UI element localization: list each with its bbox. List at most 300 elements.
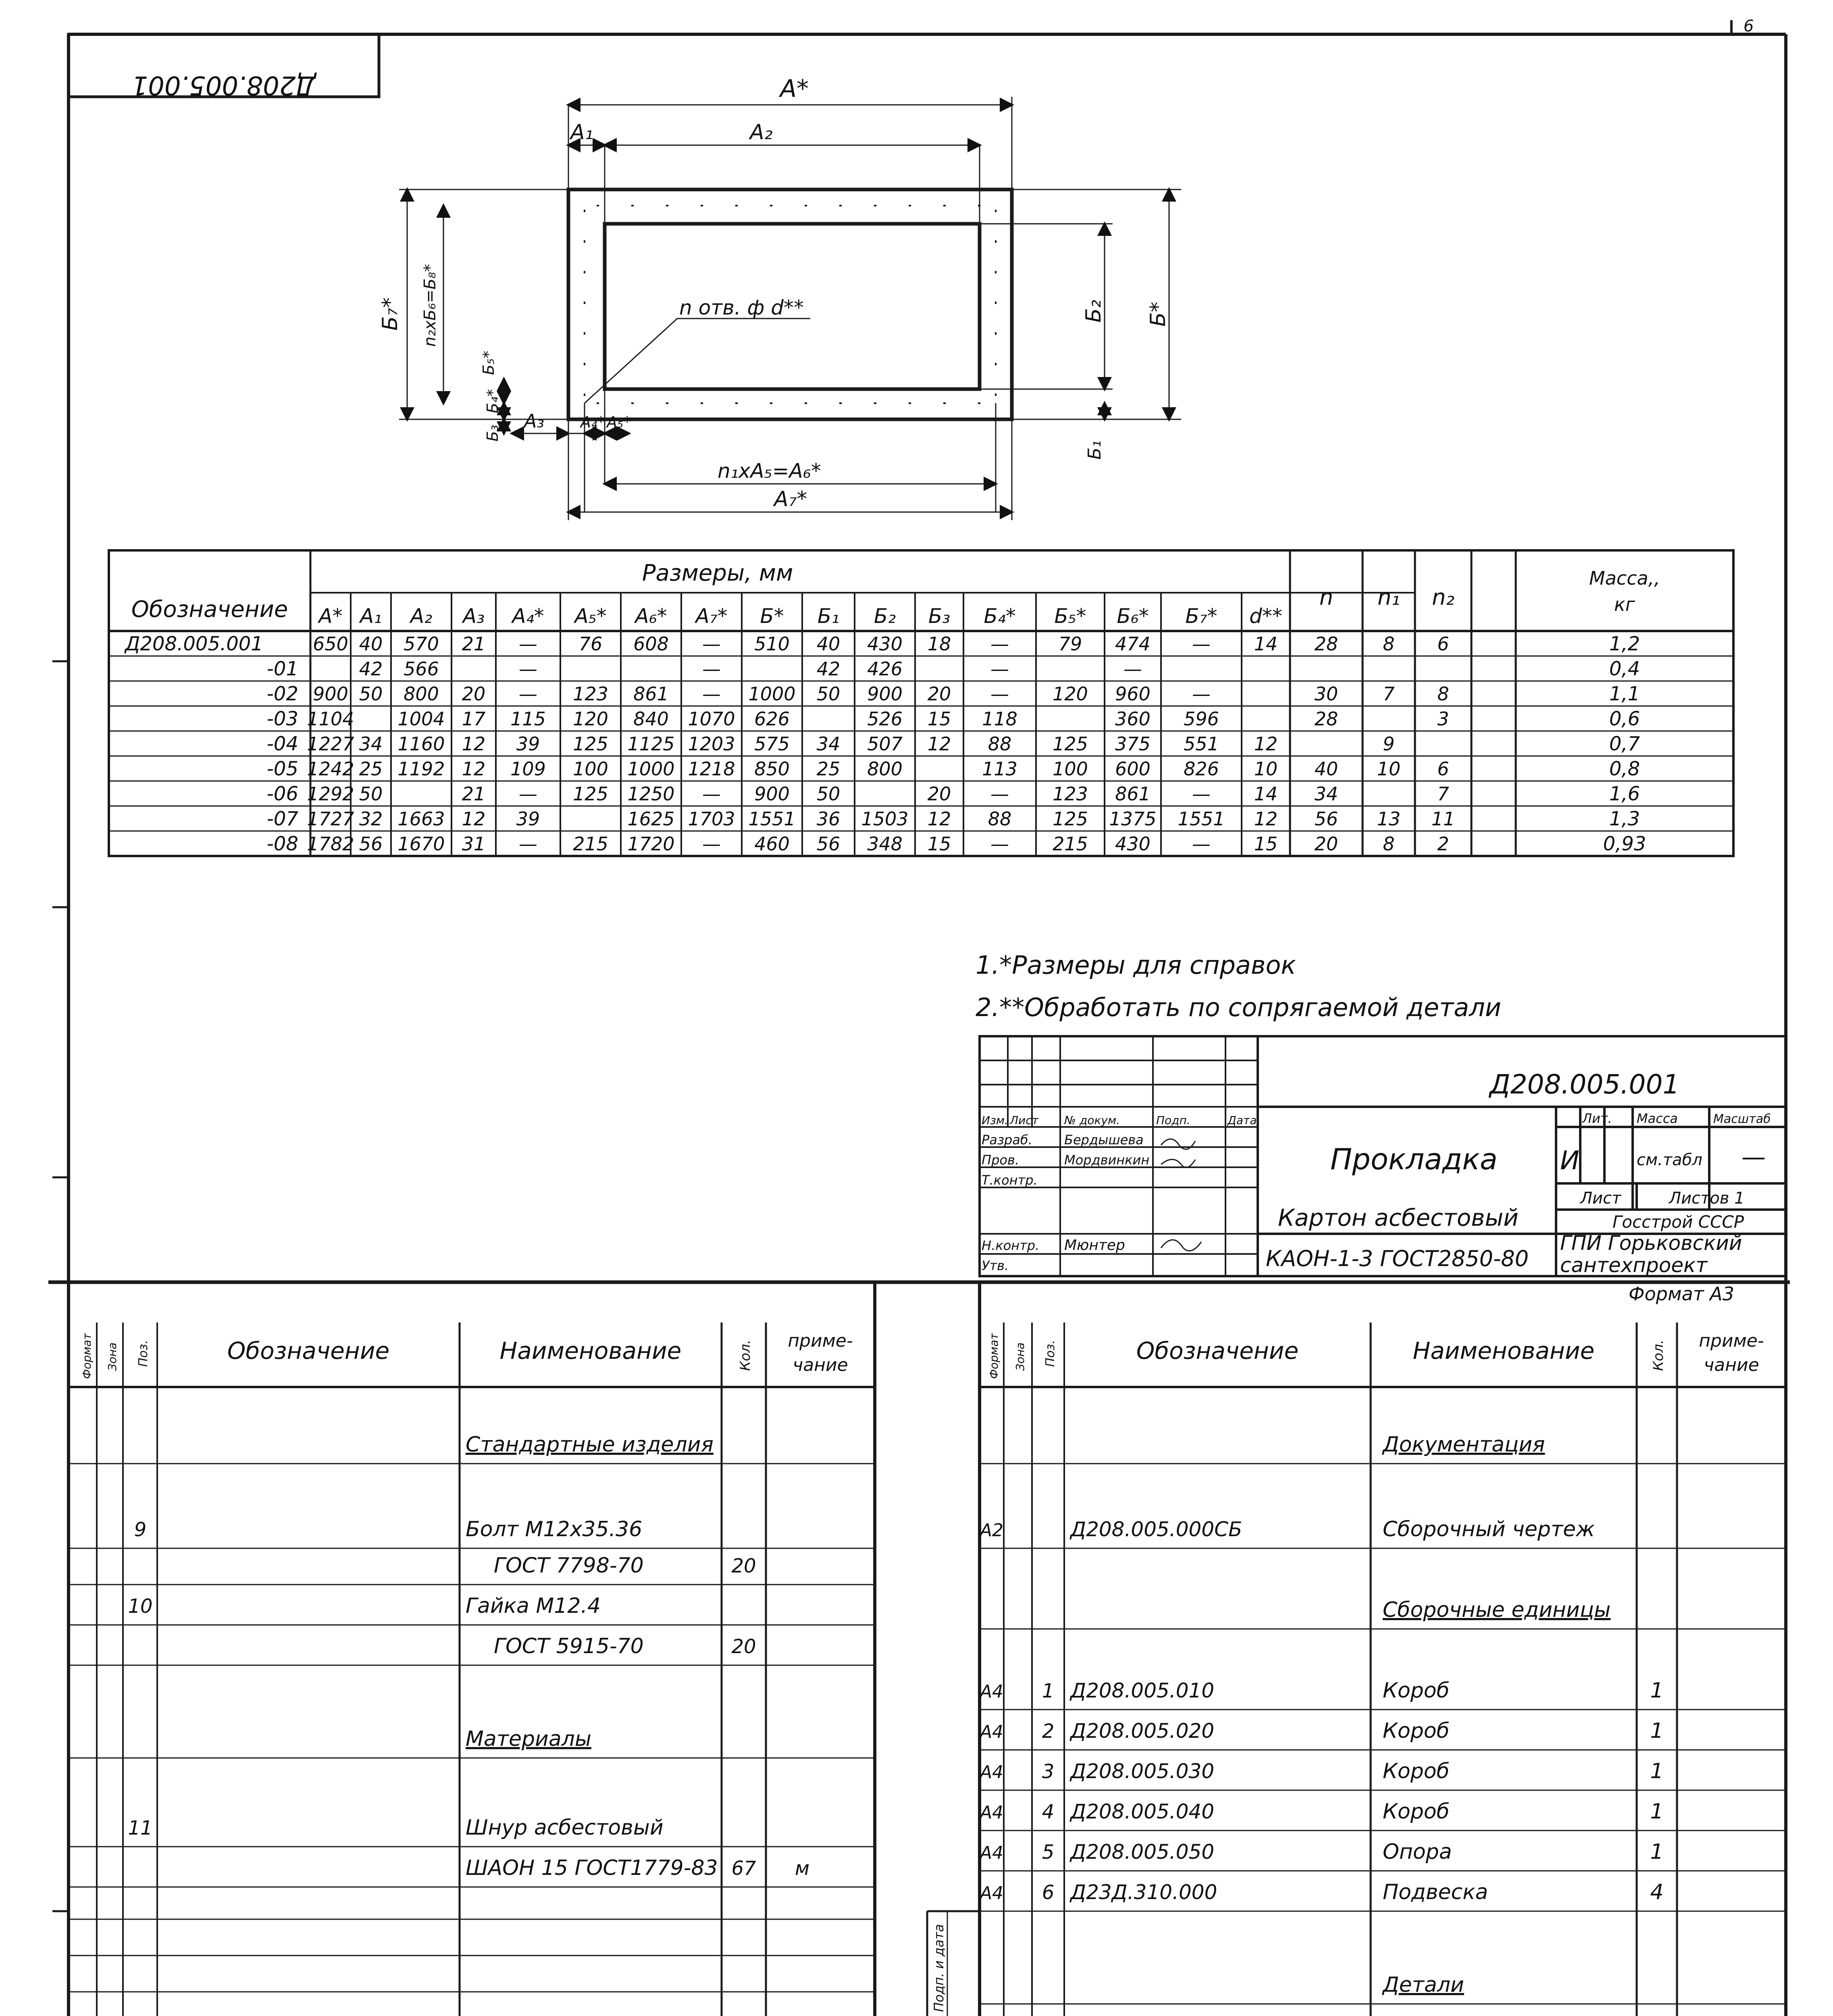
tb-top-material-1: Картон асбестовый (1278, 1204, 1519, 1231)
spec-left-qty: 20 (731, 1555, 756, 1577)
table-row-designation: Д208.005.001 (125, 633, 263, 655)
table-cell: 123 (1053, 783, 1088, 805)
spec-right-head-format: Формат (987, 1333, 1001, 1379)
table-cell: 215 (1053, 833, 1088, 855)
table-cell: 566 (404, 658, 439, 680)
table-head-dim: A₃ (462, 604, 485, 628)
table-head-dim: Б₆* (1117, 604, 1149, 628)
table-cell: 6 (1437, 633, 1449, 655)
spec-left-head-note-1: приме- (788, 1331, 853, 1351)
table-cell: 570 (404, 633, 439, 655)
sheet-frame (48, 20, 1790, 2016)
dim-A5: A₅* (607, 413, 631, 431)
table-cell: 88 (988, 808, 1012, 830)
spec-right-head-designation: Обозначение (1136, 1337, 1299, 1364)
table-row-designation: -01 (266, 658, 298, 680)
table-cell: 12 (462, 733, 486, 755)
table-cell: 125 (573, 783, 608, 805)
table-cell: — (990, 633, 1009, 655)
table-cell: 36 (816, 808, 841, 830)
format-a3: Формат А3 (1629, 1283, 1734, 1305)
tb-top-mass-head: Масса (1637, 1111, 1678, 1126)
title-block-top (980, 1036, 1786, 1277)
spec-left-name: ГОСТ 5915-70 (494, 1634, 644, 1658)
spec-right-pos: 2 (1042, 1720, 1055, 1743)
table-cell: 1000 (627, 758, 675, 780)
table-head-count: n₁ (1377, 585, 1400, 610)
table-cell-mass: 1,1 (1609, 683, 1640, 705)
table-cell: 15 (927, 708, 951, 730)
spec-left-name: Стандартные изделия (466, 1433, 714, 1457)
table-cell: 375 (1115, 733, 1151, 755)
spec-right-designation: Д208.005.000СБ (1070, 1518, 1242, 1541)
table-cell: 430 (1115, 833, 1151, 855)
table-cell: — (702, 683, 721, 705)
spec-right-qty: 1 (1650, 1840, 1664, 1864)
spec-right-designation: Д208.005.040 (1070, 1800, 1215, 1823)
spec-left-head-designation: Обозначение (227, 1337, 390, 1364)
tb-top-head-date: Дата (1228, 1114, 1257, 1127)
table-head-dim: Б* (760, 604, 784, 628)
table-cell: 42 (359, 658, 383, 680)
table-cell: 39 (516, 808, 540, 830)
table-cell: 861 (1115, 783, 1151, 805)
table-cell: 28 (1314, 633, 1338, 655)
tb-top-scale-head: Масштаб (1713, 1112, 1771, 1126)
table-cell: — (702, 658, 721, 680)
spec-right-designation: Д208.005.030 (1070, 1760, 1215, 1783)
tb-top-role-3: Н.контр. (982, 1238, 1040, 1253)
dimensions-table (109, 550, 1733, 856)
spec-right-name: Детали (1383, 1973, 1464, 1997)
table-cell: 1004 (397, 708, 445, 730)
table-cell-mass: 0,93 (1603, 833, 1646, 855)
tb-top-role-0: Разраб. (982, 1132, 1032, 1148)
gasket-drawing (378, 75, 1181, 520)
table-cell: 11 (1431, 808, 1455, 830)
dim-A3: A₃ (524, 410, 544, 432)
table-cell: 1000 (748, 683, 796, 705)
table-head-dim: Б₅* (1054, 604, 1086, 628)
spec-right-format: А2 (980, 1520, 1004, 1541)
spec-right-qty: 1 (1650, 1799, 1664, 1824)
tb-top-mass: см.табл (1637, 1151, 1702, 1169)
table-head-dim: Б₁ (817, 604, 840, 628)
table-cell: 460 (754, 833, 790, 855)
table-cell: 115 (510, 708, 546, 730)
tb-top-lit: И (1560, 1146, 1579, 1176)
table-cell: 1203 (688, 733, 735, 755)
spec-right-format: А4 (980, 1681, 1004, 1702)
tb-top-name: Прокладка (1330, 1142, 1498, 1176)
table-cell: 79 (1058, 633, 1082, 655)
tb-top-org-2: ГПИ Горьковский (1560, 1231, 1742, 1255)
table-cell: — (702, 783, 721, 805)
table-cell: 125 (1053, 808, 1088, 830)
spec-right-format: А4 (980, 1883, 1004, 1904)
spec-right-name: Короб (1383, 1719, 1450, 1743)
table-cell-mass: 0,8 (1609, 758, 1640, 780)
spec-right-head-pos: Поз. (1043, 1340, 1057, 1367)
spec-right-format: А4 (980, 1722, 1004, 1742)
table-cell: — (990, 783, 1009, 805)
table-cell: 125 (1053, 733, 1088, 755)
spec-right-qty: 1 (1650, 1759, 1664, 1783)
spec-left-head-name: Наименование (499, 1337, 682, 1364)
table-head-group: Размеры, мм (642, 560, 793, 586)
dim-B-star: Б* (1146, 302, 1170, 327)
table-cell: — (519, 683, 537, 705)
table-cell: 348 (867, 833, 903, 855)
table-cell: 100 (573, 758, 608, 780)
table-cell: 56 (359, 833, 383, 855)
table-cell: 34 (1314, 783, 1338, 805)
table-cell: 608 (633, 633, 669, 655)
dim-B2: Б₂ (1082, 300, 1106, 323)
spec-right-name: Короб (1383, 1759, 1450, 1783)
spec-right-head-zone: Зона (1013, 1342, 1027, 1371)
table-head-dim: Б₄* (984, 604, 1016, 628)
table-cell: — (519, 833, 537, 855)
table-cell: 21 (462, 783, 486, 805)
table-cell: 56 (816, 833, 841, 855)
table-head-dim: d** (1249, 604, 1282, 628)
table-row-designation: -03 (266, 708, 298, 730)
spec-left-name: ГОСТ 7798-70 (494, 1554, 644, 1578)
table-cell: 826 (1184, 758, 1219, 780)
table-cell: 1242 (307, 758, 354, 780)
tb-top-org-1: Госстрой СССР (1612, 1212, 1744, 1232)
spec-right-head-note-1: приме- (1699, 1331, 1764, 1351)
table-cell: 9 (1383, 733, 1395, 755)
table-cell-mass: 0,7 (1609, 733, 1640, 755)
spec-left-pos: 10 (128, 1595, 153, 1618)
table-cell: 1503 (861, 808, 909, 830)
table-cell: 1663 (397, 808, 445, 830)
table-cell: 1375 (1109, 808, 1157, 830)
spec-left (69, 1322, 875, 2016)
table-cell-mass: 0,4 (1609, 658, 1640, 680)
spec-right-name: Сборочные единицы (1383, 1598, 1611, 1622)
spec-right-designation: Д208.005.020 (1070, 1719, 1215, 1743)
table-head-dim: A₇* (695, 604, 728, 628)
table-head-count: n₂ (1432, 585, 1454, 610)
note-1: 1.*Размеры для справок (976, 950, 1296, 980)
spec-right-format: А4 (980, 1802, 1004, 1823)
table-row-designation: -02 (266, 683, 298, 705)
spec-right (927, 1322, 1786, 2016)
spec-right-designation: Д208.005.050 (1070, 1840, 1215, 1864)
table-cell: 3 (1437, 708, 1449, 730)
table-cell: 40 (359, 633, 383, 655)
dim-A1: A₁ (570, 120, 593, 144)
table-cell: 8 (1437, 683, 1449, 705)
table-cell: 8 (1383, 633, 1395, 655)
table-cell: 960 (1115, 683, 1151, 705)
tb-top-name-1: Мордвинкин (1064, 1152, 1150, 1168)
table-head-count: n (1319, 585, 1334, 610)
table-cell: 1218 (688, 758, 735, 780)
table-cell: 25 (359, 758, 383, 780)
table-row-designation: -08 (266, 833, 298, 855)
dim-A4: A₄* (580, 413, 605, 431)
table-cell: 12 (927, 733, 951, 755)
table-row-designation: -07 (266, 808, 298, 830)
table-cell: 1782 (307, 833, 354, 855)
spec-right-name: Короб (1383, 1679, 1450, 1703)
spec-left-name: Гайка М12.4 (466, 1594, 601, 1618)
table-cell: 120 (573, 708, 608, 730)
table-cell: 123 (573, 683, 608, 705)
tb-top-role-2: Т.контр. (982, 1173, 1038, 1188)
dim-B4: Б₄* (484, 389, 501, 413)
spec-left-head-qty: Кол. (737, 1339, 753, 1371)
signature-mark (1161, 1160, 1195, 1168)
tb-top-name-3: Мюнтер (1064, 1237, 1125, 1254)
table-cell: — (1192, 633, 1211, 655)
table-cell: 426 (867, 658, 903, 680)
table-row-designation: -05 (266, 758, 298, 780)
table-cell: 17 (462, 708, 486, 730)
spec-right-designation: Д23Д.310.000 (1070, 1881, 1217, 1904)
table-cell: 125 (573, 733, 608, 755)
table-cell: 800 (867, 758, 903, 780)
spec-right-name: Сборочный чертеж (1383, 1517, 1595, 1541)
table-cell: 12 (1254, 733, 1278, 755)
table-cell: 1727 (307, 808, 354, 830)
table-cell: 474 (1115, 633, 1151, 655)
table-cell: 20 (927, 683, 951, 705)
table-cell: 100 (1053, 758, 1088, 780)
tb-top-name-0: Бердышева (1064, 1132, 1144, 1148)
spec-right-name: Документация (1383, 1433, 1545, 1457)
spec-right-format: А4 (980, 1762, 1004, 1783)
table-cell: 850 (754, 758, 790, 780)
spec-right-name: Подвеска (1383, 1880, 1488, 1904)
tb-top-scale: — (1741, 1143, 1766, 1171)
spec-right-designation: Д208.005.010 (1070, 1679, 1215, 1702)
table-cell: 118 (982, 708, 1017, 730)
table-head-dim: A* (318, 604, 343, 628)
table-cell: 50 (816, 683, 841, 705)
table-head-designation: Обозначение (131, 596, 288, 623)
table-cell: 12 (462, 758, 486, 780)
spec-right-head-note-2: чание (1704, 1355, 1759, 1375)
table-cell: 18 (927, 633, 951, 655)
table-cell: 1703 (688, 808, 735, 830)
table-cell: — (702, 633, 721, 655)
dim-B5: Б₅* (480, 350, 497, 375)
table-cell: 50 (359, 783, 383, 805)
table-cell: 8 (1383, 833, 1395, 855)
holes-callout: n отв. ф d** (679, 296, 804, 319)
table-cell: 1670 (397, 833, 445, 855)
table-cell: 6 (1437, 758, 1449, 780)
table-cell: 39 (516, 733, 540, 755)
table-cell: — (519, 633, 537, 655)
note-2: 2.**Обработать по сопрягаемой детали (976, 993, 1502, 1022)
table-head-dim: A₆* (635, 604, 667, 628)
table-head-dim: Б₃ (928, 604, 951, 628)
table-cell: 20 (462, 683, 486, 705)
signature-mark (1161, 1240, 1201, 1251)
table-cell: — (990, 683, 1009, 705)
table-row-designation: -04 (266, 733, 298, 755)
spec-right-head-name: Наименование (1413, 1337, 1595, 1364)
table-head-dim: A₁ (360, 604, 382, 628)
page-mark: 6 (1744, 17, 1754, 35)
table-cell: 13 (1377, 808, 1401, 830)
table-head-dim: Б₇* (1185, 604, 1217, 628)
table-cell: 20 (927, 783, 951, 805)
table-cell-mass: 1,2 (1609, 633, 1640, 655)
spec-left-head-format: Формат (80, 1333, 94, 1379)
table-cell: 14 (1254, 783, 1278, 805)
table-cell: 526 (867, 708, 903, 730)
spec-left-head-zone: Зона (106, 1342, 119, 1371)
tb-top-material-2: КАОН-1-3 ГОСТ2850-80 (1266, 1246, 1529, 1271)
spec-left-head-pos: Поз. (136, 1340, 150, 1367)
table-cell: 50 (816, 783, 841, 805)
table-cell: 20 (1314, 833, 1338, 855)
table-cell: 12 (927, 808, 951, 830)
spec-left-note: м (795, 1857, 810, 1880)
table-cell: 596 (1184, 708, 1219, 730)
table-cell: — (1192, 833, 1211, 855)
table-head-mass: Масса,, (1589, 567, 1660, 589)
tb-top-head-doc: № докум. (1064, 1114, 1120, 1127)
spec-right-qty: 1 (1650, 1719, 1664, 1743)
spec-right-pos: 4 (1042, 1801, 1055, 1823)
dim-n2-formula: n₂xБ₆=Б₈* (421, 264, 439, 347)
table-cell: 800 (404, 683, 439, 705)
table-cell: 507 (867, 733, 903, 755)
tb-top-role-1: Пров. (982, 1152, 1019, 1168)
tb-top-head-izm: Изм. (982, 1114, 1008, 1127)
table-head-dim: A₂ (410, 604, 433, 628)
table-cell: 34 (359, 733, 383, 755)
spec-right-name: Короб (1383, 1799, 1450, 1824)
dim-B3: Б₃ (484, 425, 501, 442)
table-cell: 12 (1254, 808, 1278, 830)
table-cell: 1625 (627, 808, 675, 830)
table-head-dim: A₅* (574, 604, 607, 628)
table-cell: 10 (1254, 758, 1278, 780)
spec-right-pos: 6 (1042, 1881, 1055, 1904)
table-cell: — (1192, 683, 1211, 705)
spec-left-name: Материалы (466, 1727, 591, 1751)
dim-A7: A₇* (774, 487, 807, 511)
table-cell: 626 (754, 708, 790, 730)
spec-right-pos: 5 (1042, 1841, 1055, 1864)
table-cell: 40 (816, 633, 841, 655)
table-cell: 32 (359, 808, 383, 830)
table-cell: 900 (313, 683, 348, 705)
spec-right-format: А4 (980, 1843, 1004, 1863)
table-cell: 1104 (307, 708, 354, 730)
spec-left-qty: 20 (731, 1635, 756, 1658)
table-cell: 575 (754, 733, 790, 755)
tb-top-designation: Д208.005.001 (1490, 1069, 1680, 1100)
table-cell: 42 (816, 658, 841, 680)
tb-top-lit-head: Лит. (1582, 1111, 1612, 1126)
tb-top-sheet-label: Лист (1580, 1189, 1621, 1208)
table-cell: 113 (982, 758, 1017, 780)
table-cell: 28 (1314, 708, 1338, 730)
table-cell: 34 (816, 733, 841, 755)
spec-left-head-note-2: чание (793, 1355, 848, 1375)
table-head-dim: Б₂ (874, 604, 896, 628)
table-cell: 1551 (1178, 808, 1225, 830)
spec-right-head-qty: Кол. (1650, 1339, 1667, 1371)
table-cell: 861 (633, 683, 669, 705)
table-cell: — (702, 833, 721, 855)
table-cell: 31 (462, 833, 486, 855)
tb-top-sheets-label: Листов 1 (1669, 1189, 1745, 1208)
table-cell: 25 (816, 758, 841, 780)
table-head-mass-unit: кг (1614, 594, 1635, 615)
table-cell: 21 (462, 633, 486, 655)
spec-right-pos: 3 (1042, 1760, 1055, 1783)
spec-left-name: ШАОН 15 ГОСТ1779-83 (466, 1856, 718, 1880)
table-cell: 551 (1184, 733, 1219, 755)
table-cell: 215 (573, 833, 608, 855)
spec-right-qty: 1 (1650, 1679, 1664, 1703)
table-cell: 1227 (307, 733, 354, 755)
dim-n1-formula: n₁xA₅=A₆* (718, 459, 821, 483)
tb-top-org-3: сантехпроект (1560, 1254, 1708, 1277)
table-cell: 109 (510, 758, 546, 780)
table-cell: 510 (754, 633, 790, 655)
spec-left-pos: 11 (128, 1817, 153, 1839)
table-cell: 360 (1115, 708, 1151, 730)
table-cell: 76 (578, 633, 603, 655)
table-cell: 88 (988, 733, 1012, 755)
table-cell: 14 (1254, 633, 1278, 655)
table-cell: 2 (1437, 833, 1449, 855)
table-cell: 900 (867, 683, 903, 705)
table-cell: 840 (633, 708, 669, 730)
table-cell: 10 (1377, 758, 1401, 780)
table-cell: 15 (1254, 833, 1278, 855)
dim-B1: Б₁ (1084, 440, 1105, 460)
table-cell: 1160 (397, 733, 445, 755)
tb-top-role-4: Утв. (982, 1258, 1009, 1273)
table-cell: 900 (754, 783, 790, 805)
tb-top-head-sign: Подп. (1156, 1114, 1190, 1127)
table-cell: 1070 (688, 708, 735, 730)
table-cell: 40 (1314, 758, 1338, 780)
spec-right-pos: 1 (1042, 1680, 1055, 1702)
table-cell: 7 (1437, 783, 1449, 805)
tb-top-head-list: Лист (1010, 1114, 1038, 1127)
table-cell: 12 (462, 808, 486, 830)
table-cell: — (1192, 783, 1211, 805)
table-cell: 1250 (627, 783, 675, 805)
spec-left-pos: 9 (134, 1518, 147, 1541)
table-cell: 30 (1314, 683, 1338, 705)
spec-right-qty: 4 (1650, 1880, 1664, 1904)
spec-right-name: Опора (1383, 1840, 1452, 1864)
spec-left-name: Болт М12х35.36 (466, 1517, 643, 1541)
table-cell: — (519, 783, 537, 805)
table-cell: 1551 (748, 808, 796, 830)
table-cell: 600 (1115, 758, 1151, 780)
table-cell: 56 (1314, 808, 1338, 830)
dim-B7: Б₇* (378, 297, 402, 331)
table-head-dim: A₄* (512, 604, 544, 628)
corner-stamp-text: Д208.005.001 (131, 70, 316, 100)
